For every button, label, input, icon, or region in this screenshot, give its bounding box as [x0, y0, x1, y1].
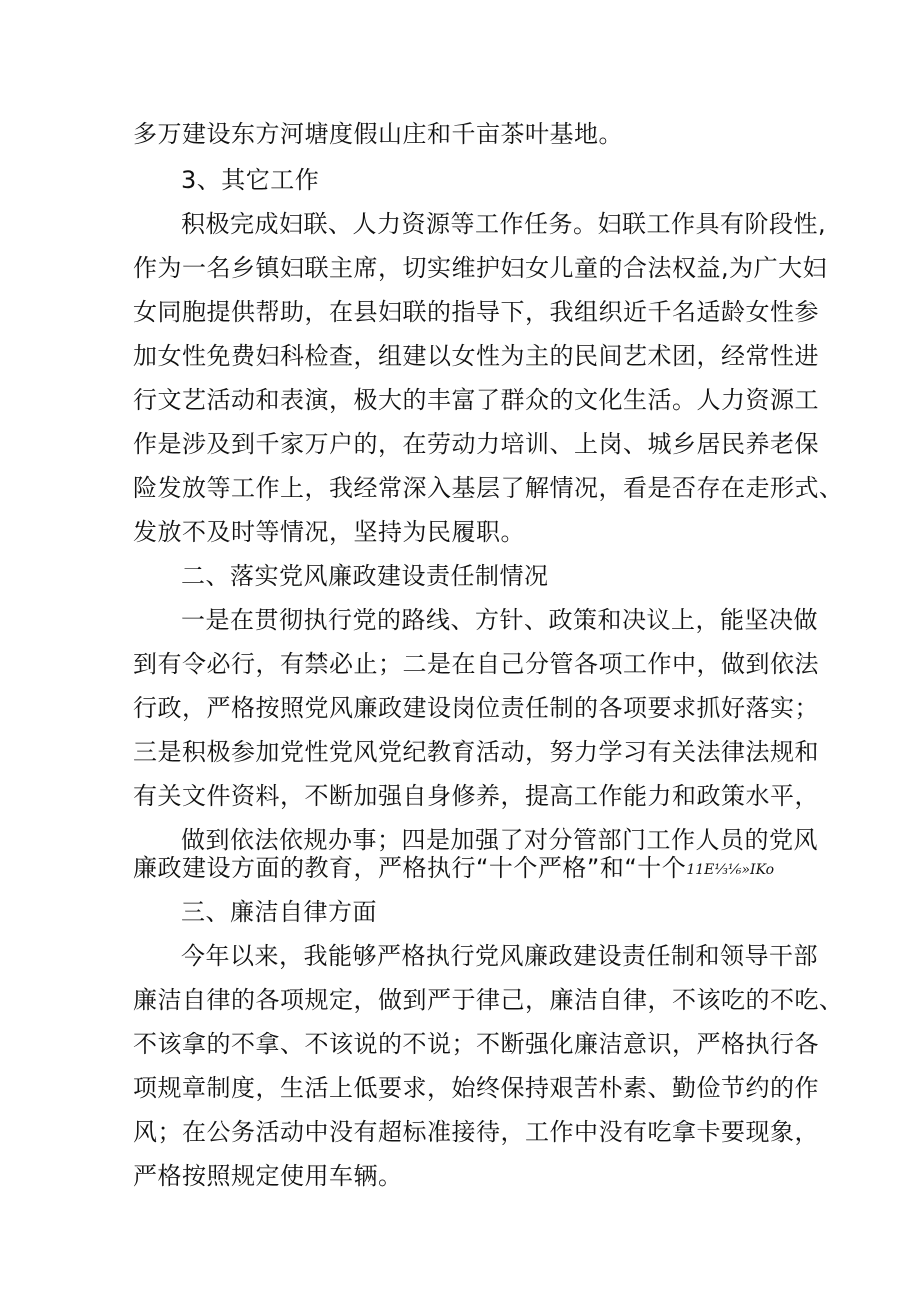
paragraph-text: 廉政建设方面的教育，严格执行“十个严格”和“十个: [133, 854, 687, 882]
paragraph-line: 风；在公务活动中没有超标准接待，工作中没有吃拿卡要现象，: [133, 1118, 819, 1146]
paragraph-line: 行政，严格按照党风廉政建设岗位责任制的各项要求抓好落实；: [133, 694, 819, 722]
paragraph-line: 三是积极参加党性党风党纪教育活动，努力学习有关法律法规和: [133, 738, 819, 766]
garbled-text: 11E⅓⅙»IKo: [686, 862, 775, 878]
paragraph-line: 女同胞提供帮助，在县妇联的指导下，我组织近千名适龄女性参: [133, 298, 819, 326]
paragraph-line: 严格按照规定使用车辆。: [133, 1162, 403, 1190]
paragraph-line: 作是涉及到千家万户的，在劳动力培训、上岗、城乡居民养老保: [133, 430, 819, 458]
paragraph-line: 有关文件资料，不断加强自身修养，提高工作能力和政策水平，: [133, 782, 819, 810]
section-heading: 二、落实党风廉政建设责任制情况: [181, 562, 549, 590]
paragraph-line: 行文艺活动和表演，极大的丰富了群众的文化生活。人力资源工: [133, 386, 819, 414]
paragraph-line: 一是在贯彻执行党的路线、方针、政策和决议上，能坚决做: [181, 606, 818, 634]
paragraph-line: 发放不及时等情况，坚持为民履职。: [133, 518, 525, 546]
paragraph-line: 险发放等工作上，我经常深入基层了解情况，看是否存在走形式、: [133, 474, 844, 502]
paragraph-line: 加女性免费妇科检查，组建以女性为主的民间艺术团，经常性进: [133, 342, 819, 370]
paragraph-line: 到有令必行，有禁必止；二是在自己分管各项工作中，做到依法: [133, 650, 819, 678]
section-heading: 三、廉洁自律方面: [181, 898, 377, 926]
paragraph-line: 项规章制度，生活上低要求，始终保持艰苦朴素、勤俭节约的作: [133, 1074, 819, 1102]
paragraph-line: 积极完成妇联、人力资源等工作任务。妇联工作具有阶段性,: [181, 210, 827, 238]
paragraph-line: 不该拿的不拿、不该说的不说；不断强化廉洁意识，严格执行各: [133, 1030, 819, 1058]
paragraph-line: 多万建设东方河塘度假山庄和千亩茶叶基地。: [133, 120, 623, 148]
paragraph-line: 作为一名乡镇妇联主席，切实维护妇女儿童的合法权益,为广大妇: [133, 254, 828, 282]
paragraph-line: 廉洁自律的各项规定，做到严于律己，廉洁自律，不该吃的不吃、: [133, 986, 844, 1014]
paragraph-line: [133, 853, 774, 885]
paragraph-line: 今年以来，我能够严格执行党风廉政建设责任制和领导干部: [181, 942, 818, 970]
paragraph-line: 做到依法依规办事；四是加强了对分管部门工作人员的党风: [181, 826, 818, 854]
section-heading: 3、其它工作: [181, 166, 320, 194]
